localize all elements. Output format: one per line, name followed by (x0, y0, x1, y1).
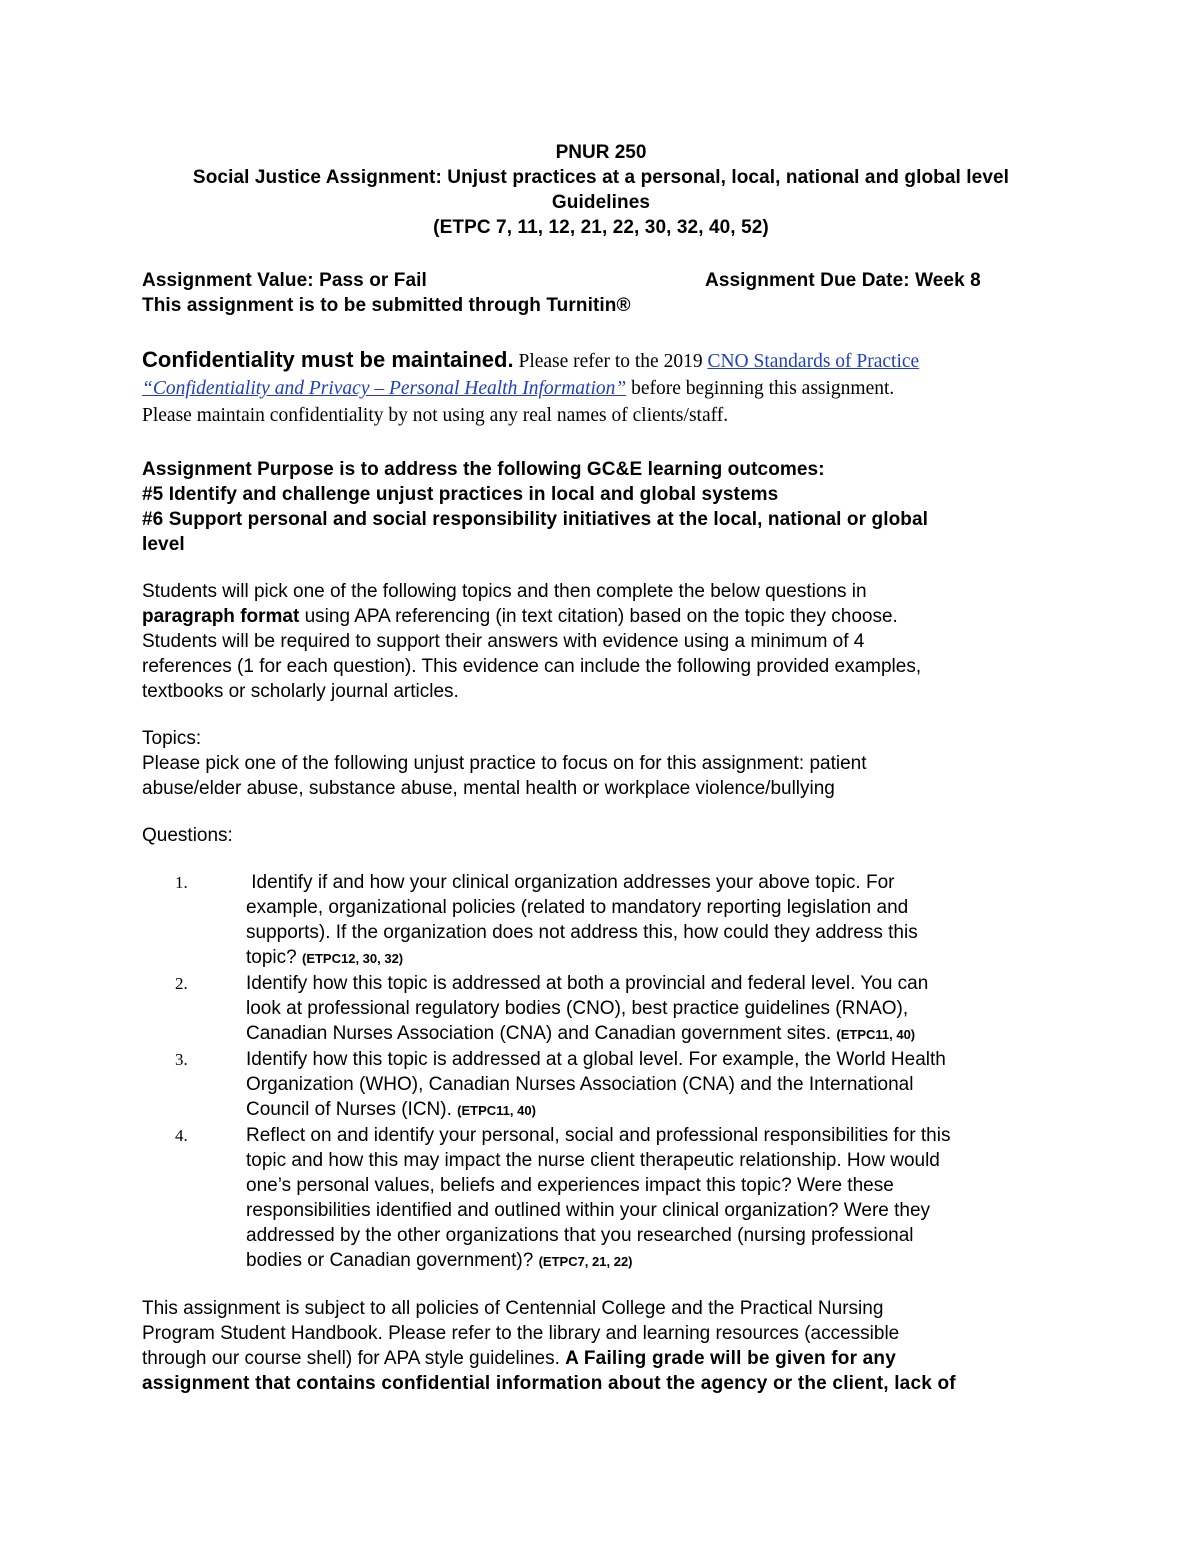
policy-line (142, 1346, 1060, 1371)
assignment-value: Assignment Value: Pass or Fail (142, 270, 427, 291)
confidentiality-section (142, 346, 1060, 429)
policy-text: through our course shell) for APA style guidelines. (142, 1348, 566, 1369)
question-line: Identify if and how your clinical organization addresses your above topic. For (246, 872, 895, 893)
confidentiality-text: Please refer to the 2019 (513, 351, 708, 372)
failing-grade-warning: A Failing grade will be given for any (565, 1348, 896, 1369)
question-line: one’s personal values, beliefs and experiences impact this topic? Were these (246, 1175, 894, 1196)
question-line: Identify how this topic is addressed at a global level. For example, the World Health (246, 1049, 946, 1070)
confidentiality-text-3: Please maintain confidentiality by not using any real names of clients/staff. (142, 405, 729, 426)
question-text: bodies or Canadian government)? (246, 1250, 539, 1271)
question-item (142, 1123, 1060, 1274)
question-line: Organization (WHO), Canadian Nurses Association (CNA) and the International (246, 1074, 914, 1095)
assignment-due-date: Assignment Due Date: Week 8 (705, 270, 981, 291)
questions-list (142, 870, 1060, 1274)
etpc-code: (ETPC7, 21, 22) (538, 1254, 633, 1269)
etpc-code: (ETPC11, 40) (836, 1027, 916, 1042)
policy-paragraph (142, 1296, 1060, 1396)
question-number: 3. (175, 1050, 188, 1069)
question-line: look at professional regulatory bodies (CNO), best practice guidelines (RNAO), (246, 998, 909, 1019)
intro-line (142, 604, 1060, 629)
assignment-title: Social Justice Assignment: Unjust practices at a personal, local, national and global level (192, 167, 1010, 188)
question-item (142, 870, 1060, 971)
question-line (246, 1248, 1060, 1274)
purpose-heading: Assignment Purpose is to address the following GC&E learning outcomes: (142, 459, 825, 480)
question-text: Council of Nurses (ICN). (246, 1099, 458, 1120)
confidentiality-text-2: before beginning this assignment. (626, 378, 895, 399)
question-line: responsibilities identified and outlined within your clinical organization? Were they (246, 1200, 931, 1221)
question-line (246, 1097, 1060, 1123)
topics-label: Topics: (142, 728, 202, 749)
question-text: Canadian Nurses Association (CNA) and Canadian government sites. (246, 1023, 837, 1044)
policy-line: Program Student Handbook. Please refer to the library and learning resources (accessible (142, 1323, 900, 1344)
question-line (246, 1021, 1060, 1047)
etpc-list: (ETPC 7, 11, 12, 21, 22, 30, 32, 40, 52) (433, 217, 769, 238)
questions-label: Questions: (142, 825, 233, 846)
question-number: 1. (175, 873, 188, 892)
cno-standards-link[interactable]: CNO Standards of Practice (707, 351, 920, 372)
etpc-code: (ETPC11, 40) (457, 1103, 536, 1118)
question-line: Identify how this topic is addressed at both a provincial and federal level. You can (246, 973, 929, 994)
topics-line: Please pick one of the following unjust practice to focus on for this assignment: patient (142, 753, 867, 774)
question-number: 4. (175, 1126, 188, 1145)
intro-line: Students will be required to support their answers with evidence using a minimum of 4 (142, 631, 865, 652)
intro-line: references (1 for each question). This evidence can include the following provided examples, (142, 656, 922, 677)
failing-grade-warning-cont: assignment that contains confidential information about the agency or the client, lack of (142, 1373, 956, 1394)
question-item (142, 971, 1060, 1047)
course-code: PNUR 250 (555, 142, 647, 163)
intro-paragraph (142, 579, 1060, 704)
assignment-meta-row (142, 268, 1060, 293)
submission-note: This assignment is to be submitted through Turnitin® (142, 295, 631, 316)
etpc-code: (ETPC12, 30, 32) (301, 951, 404, 966)
intro-line: textbooks or scholarly journal articles. (142, 681, 459, 702)
outcome-6-cont: level (142, 534, 185, 555)
intro-text: using APA referencing (in text citation) based on the topic they choose. (299, 606, 898, 627)
question-line: example, organizational policies (related to mandatory reporting legislation and (246, 897, 909, 918)
question-line (246, 945, 1060, 971)
paragraph-format-emphasis: paragraph format (142, 606, 300, 627)
outcome-6: #6 Support personal and social responsibility initiatives at the local, national or global (142, 509, 929, 530)
question-number: 2. (175, 974, 188, 993)
topics-line: abuse/elder abuse, substance abuse, mental health or workplace violence/bullying (142, 778, 835, 799)
confidentiality-heading: Confidentiality must be maintained. (142, 347, 514, 372)
question-item (142, 1047, 1060, 1123)
document-page (142, 140, 1060, 1396)
question-line: addressed by the other organizations that you researched (nursing professional (246, 1225, 914, 1246)
question-line: topic and how this may impact the nurse client therapeutic relationship. How would (246, 1150, 940, 1171)
assignment-subtitle: Guidelines (551, 192, 651, 213)
question-line: Reflect on and identify your personal, social and professional responsibilities for this (246, 1125, 951, 1146)
intro-line: Students will pick one of the following topics and then complete the below questions in (142, 581, 867, 602)
question-text: topic? (246, 947, 302, 968)
policy-line: This assignment is subject to all policies of Centennial College and the Practical Nursing (142, 1298, 884, 1319)
confidentiality-privacy-link[interactable]: “Confidentiality and Privacy – Personal Health Information” (142, 378, 627, 399)
question-line: supports). If the organization does not address this, how could they address this (246, 922, 918, 943)
outcome-5: #5 Identify and challenge unjust practices in local and global systems (142, 484, 779, 505)
